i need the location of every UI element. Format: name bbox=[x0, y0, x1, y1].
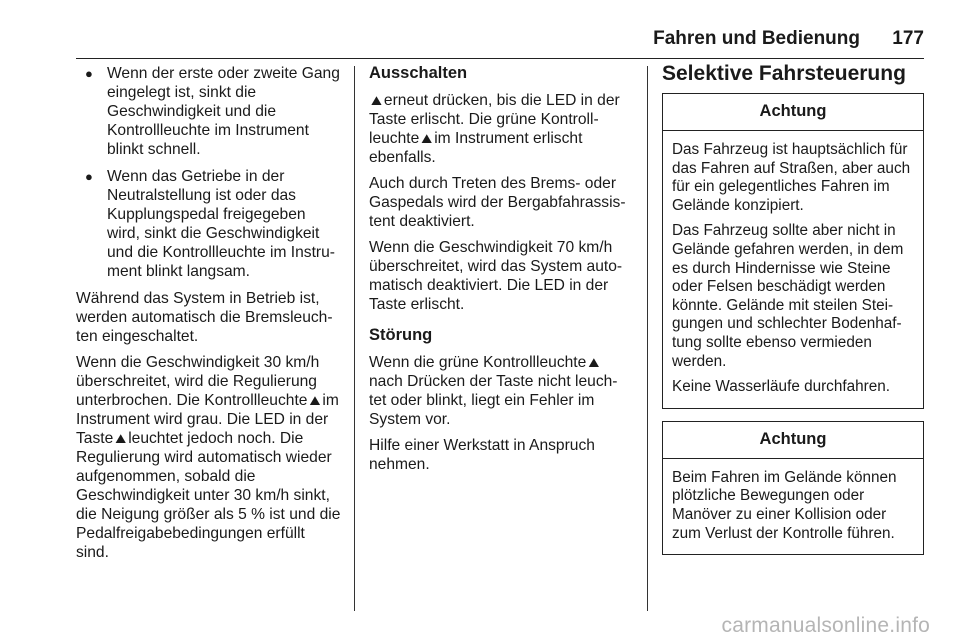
page-number: 177 bbox=[892, 28, 924, 49]
column-divider-1 bbox=[354, 66, 355, 611]
list-item: ● Wenn der erste oder zweite Gang eingelegt ist, sinkt die Geschwindigkeit und die Kontrollleuchte im Instrument blinkt schnell. bbox=[85, 65, 340, 158]
watermark: carmanualsonline.info bbox=[721, 614, 930, 637]
hill-descent-icon: ⛰ bbox=[309, 393, 321, 408]
paragraph: Keine Wasserläufe durchfahren. bbox=[672, 378, 890, 396]
warning-box-2 bbox=[662, 421, 924, 555]
paragraph: Auch durch Treten des Brems- oder Gaspedals wird der Bergabfahrassis-tent deaktiviert. bbox=[369, 175, 626, 230]
bullet-icon: ● bbox=[85, 169, 93, 184]
column-3 bbox=[662, 64, 924, 567]
subheading-off: Ausschalten bbox=[369, 64, 468, 82]
paragraph: Das Fahrzeug ist hauptsächlich für das Fahren auf Straßen, aber auch für ein gelegentliches Fahren im Gelände konzipiert. bbox=[672, 141, 911, 214]
paragraph: Beim Fahren im Gelände können plötzliche Bewegungen oder Manöver zu einer Kollision oder zum Verlust der Kontrolle führen. bbox=[672, 468, 897, 542]
list-item: ● Wenn das Getriebe in der Neutralstellung ist oder das Kupplungspedal freigegeben wird, sinkt die Geschwindigkeit und die Kontrollleuchte im Instru-ment blinkt langsam. bbox=[85, 168, 335, 280]
chapter-title: Fahren und Bedienung bbox=[653, 28, 860, 49]
paragraph: Wenn die Geschwindigkeit 70 km/h überschreitet, wird das System auto-matisch deaktiviert. Die LED in der Taste erlischt. bbox=[369, 239, 623, 313]
section-title: Selektive Fahrsteuerung bbox=[662, 62, 906, 85]
column-1 bbox=[76, 64, 342, 569]
hill-descent-indicator-icon: ⛰ bbox=[421, 131, 433, 146]
paragraph: Hilfe einer Werkstatt in Anspruch nehmen. bbox=[369, 437, 595, 473]
warning-body bbox=[663, 459, 923, 554]
paragraph: Das Fahrzeug sollte aber nicht in Gelände gefahren werden, in dem es durch Hindernisse wie Steine oder Felsen beschädigt werden könnte. Gelände mit steilen Stei-gungen und schlechter Bodenhaf-tung sollte ebenso vermieden werden. bbox=[672, 222, 904, 370]
page-header bbox=[76, 28, 924, 59]
paragraph: Wenn die grüne Kontrollleuchte ⛰nach Drücken der Taste nicht leuch-tet oder blinkt, liegt ein Fehler im System vor. bbox=[369, 354, 618, 428]
hill-descent-icon: ⛰ bbox=[371, 93, 382, 108]
hill-descent-icon: ⛰ bbox=[115, 431, 127, 446]
hill-descent-icon: ⛰ bbox=[588, 355, 600, 370]
column-2 bbox=[369, 64, 633, 481]
subheading-fault: Störung bbox=[369, 326, 433, 344]
paragraph: Wenn die Geschwindigkeit 30 km/h überschreitet, wird die Regulierung unterbrochen. Die Kontrollleuchte ⛰ im Instrument wird grau. Die LED in der Taste ⛰ leuchtet jedoch noch. Die Regulierung wird automatisch wieder aufgenommen, sobald die Geschwindigkeit unter 30 km/h sinkt, die Neigung größer als 5 % ist und die Pedalfreigabebedingungen erfüllt sind. bbox=[76, 354, 341, 561]
paragraph: ⛰ erneut drücken, bis die LED in der Taste erlischt. Die grüne Kontroll-leuchte ⛰ im Instrument erlischt ebenfalls. bbox=[369, 92, 620, 166]
warning-body bbox=[663, 131, 923, 408]
warning-heading: Achtung bbox=[663, 422, 923, 459]
bullet-list bbox=[76, 64, 342, 281]
warning-box-1 bbox=[662, 93, 924, 409]
paragraph: Während das System in Betrieb ist, werden automatisch die Bremsleuch-ten eingeschaltet. bbox=[76, 290, 333, 345]
bullet-icon: ● bbox=[85, 66, 93, 81]
warning-heading: Achtung bbox=[663, 94, 923, 131]
column-divider-2 bbox=[647, 66, 648, 611]
